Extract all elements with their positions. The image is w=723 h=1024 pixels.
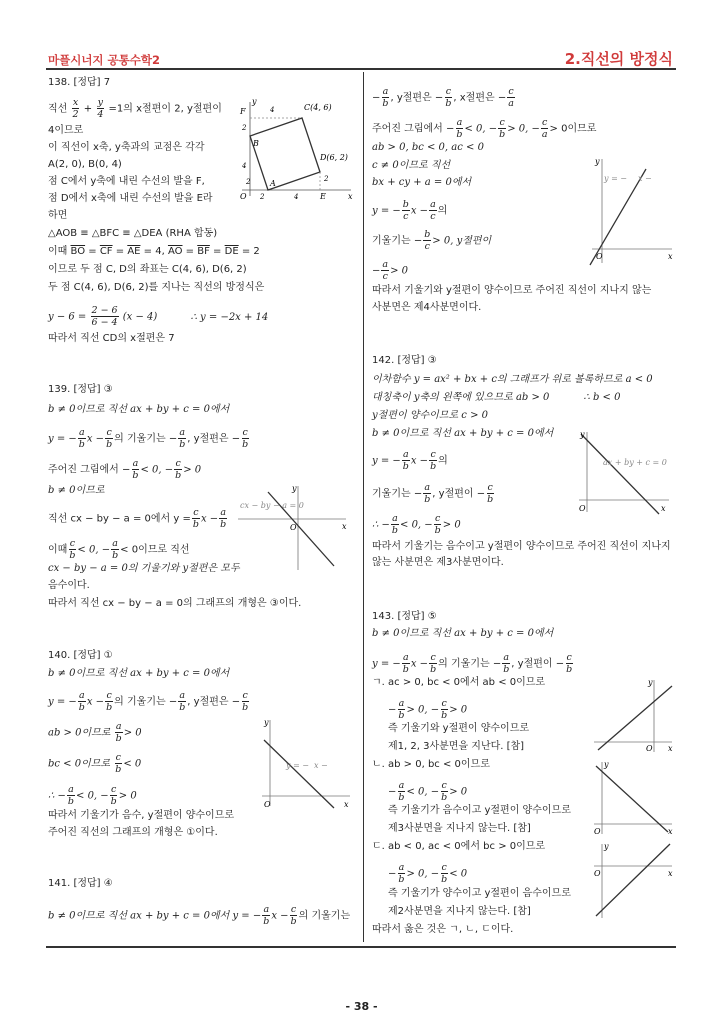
svg-text:y: y: [595, 157, 600, 166]
p138-line12: y − 6 = $\frac{2 - 6}{6 - 4}$ (x − 4) ∴ y = −2x + 14: [48, 305, 269, 328]
p140-figure: [256, 716, 354, 810]
svg-text:O: O: [594, 827, 601, 836]
p143-n3: 즉 기울기가 음수이고 y절편이 양수이므로: [388, 805, 571, 816]
svg-text:x: x: [344, 800, 349, 809]
svg-text:cx − by − a = 0: cx − by − a = 0: [240, 501, 304, 510]
svg-text:y: y: [580, 430, 585, 439]
column-divider: [363, 72, 364, 942]
svg-text:4: 4: [270, 106, 275, 114]
header-book-title: 마플시너지 공통수학2: [48, 53, 160, 67]
p143-figure-d: [592, 840, 676, 920]
p143-d1: ㄷ. ab < 0, ac < 0에서 bc > 0이므로: [372, 841, 546, 852]
p138-line3: 이 직선이 x축, y축과의 교점은 각각: [48, 142, 205, 153]
p142-line8: 따라서 기울기는 음수이고 y절편이 양수이므로 주어진 직선이 지나지: [372, 541, 671, 552]
svg-text:2: 2: [324, 175, 329, 183]
svg-text:4: 4: [242, 162, 247, 170]
page-number: - 38 -: [345, 1000, 378, 1013]
p139-line3: 주어진 그림에서 − $\frac{a}{b}$ < 0, − $\frac{c}{b}$ > 0: [48, 458, 202, 481]
r141-line9: 따라서 기울기와 y절편이 양수이므로 주어진 직선이 지나지 않는: [372, 285, 652, 296]
p138-figure: [236, 96, 356, 206]
p139-line2: y = − $\frac{a}{b}$ x − $\frac{c}{b}$ 의 기울기는 − $\frac{a}{b}$ , y절편은 − $\frac{c}{b}$: [48, 427, 249, 450]
p141-line1: b ≠ 0이므로 직선 ax + by + c = 0에서 y = − $\frac{a}{b}$ x − $\frac{c}{b}$ 의 기울기는: [48, 904, 351, 927]
svg-text:x −: x −: [638, 174, 652, 183]
p138-line9: 이때 $\overline{BO} = \overline{CF} = \overline{AE} = 4$, $\overline{AO} = \overline{BF} = \overline{DE} = 2$: [48, 246, 260, 257]
svg-text:x: x: [668, 827, 673, 836]
svg-text:O: O: [579, 504, 586, 513]
p140-title: 140. [정답] ①: [48, 650, 113, 661]
p142-figure: [575, 428, 673, 516]
r141-line4: c ≠ 0이므로 직선: [372, 160, 451, 171]
p139-line7: cx − by − a = 0의 기울기와 y절편은 모두: [48, 563, 240, 574]
header-chapter-title: 2.직선의 방정식: [564, 50, 673, 68]
svg-text:O: O: [240, 192, 247, 201]
p138-line6: 점 D에서 x축에 내린 수선의 발을 E라: [48, 193, 213, 204]
p143-n4: 제3사분면을 지나지 않는다. [참]: [388, 823, 531, 834]
p140-line1: b ≠ 0이므로 직선 ax + by + c = 0에서: [48, 668, 230, 679]
p138-line10: 이므로 두 점 C, D의 좌표는 C(4, 6), D(6, 2): [48, 264, 247, 275]
p143-d2: − $\frac{a}{b}$ > 0, − $\frac{c}{b}$ < 0: [388, 862, 468, 885]
p142-line1: 이차함수 y = ax² + bx + c의 그래프가 위로 볼록하므로 a < 0: [372, 374, 653, 385]
svg-text:2: 2: [246, 178, 251, 186]
r141-line10: 사분면은 제4사분면이다.: [372, 302, 482, 313]
svg-text:O: O: [290, 523, 297, 532]
svg-text:x: x: [348, 192, 353, 201]
p143-figure-g: [592, 676, 676, 754]
p142-line9: 않는 사분면은 제3사분면이다.: [372, 557, 504, 568]
p143-d4: 제2사분면을 지나지 않는다. [참]: [388, 906, 531, 917]
svg-text:y: y: [648, 678, 653, 687]
p141-title: 141. [정답] ④: [48, 878, 113, 889]
p139-figure: [238, 482, 350, 572]
svg-text:y = −: y = −: [604, 174, 628, 183]
p142-title: 142. [정답] ③: [372, 355, 437, 366]
p143-figure-n: [592, 758, 676, 836]
p139-title: 139. [정답] ③: [48, 384, 113, 395]
p143-g1: ㄱ. ac > 0, bc < 0에서 ab < 0이므로: [372, 677, 546, 688]
p143-line1: b ≠ 0이므로 직선 ax + by + c = 0에서: [372, 628, 554, 639]
p138-line2: 4이므로: [48, 125, 84, 136]
p138-fig-c: C(4, 6): [304, 103, 332, 112]
svg-text:y = −: y = −: [286, 761, 310, 770]
svg-text:x: x: [342, 522, 347, 531]
p143-g2: − $\frac{a}{b}$ > 0, − $\frac{c}{b}$ > 0: [388, 698, 468, 721]
r141-line6: y = − $\frac{b}{c}$ x − $\frac{a}{c}$ 의: [372, 199, 448, 222]
svg-text:E: E: [320, 192, 326, 201]
p138-line8: △AOB ≡ △BFC ≡ △DEA (RHA 합동): [48, 228, 218, 239]
svg-text:ax + by + c = 0: ax + by + c = 0: [603, 458, 667, 467]
svg-text:B: B: [253, 139, 259, 148]
p139-line5: 직선 cx − by − a = 0에서 y = $\frac{c}{b}$ x − $\frac{a}{b}$: [48, 507, 227, 530]
p142-line3: y절편이 양수이므로 c > 0: [372, 410, 488, 421]
svg-text:y: y: [252, 97, 257, 106]
p143-line2: y = − $\frac{a}{b}$ x − $\frac{c}{b}$ 의 기울기는 − $\frac{a}{b}$ , y절편이 − $\frac{c}{b}$: [372, 652, 573, 675]
header-rule: [46, 68, 676, 70]
svg-text:F: F: [240, 107, 246, 116]
p142-line7: ∴ − $\frac{a}{b}$ < 0, − $\frac{c}{b}$ > 0: [372, 513, 461, 536]
p142-line5: y = − $\frac{a}{b}$ x − $\frac{c}{b}$ 의: [372, 449, 448, 472]
p140-line2: y = − $\frac{a}{b}$ x − $\frac{c}{b}$ 의 기울기는 − $\frac{a}{b}$ , y절편은 − $\frac{c}{b}$: [48, 690, 249, 713]
r141-line2: 주어진 그림에서 − $\frac{a}{b}$ < 0, − $\frac{c}{b}$ > 0, − $\frac{c}{a}$ > 0이므로: [372, 117, 597, 140]
p140-line4: bc < 0이므로 $\frac{c}{b}$ < 0: [48, 752, 142, 775]
p143-conclusion: 따라서 옳은 것은 ㄱ, ㄴ, ㄷ이다.: [372, 924, 514, 935]
p143-g3: 즉 기울기와 y절편이 양수이므로: [388, 723, 530, 734]
p139-line8: 음수이다.: [48, 580, 90, 591]
p138-line11: 두 점 C(4, 6), D(6, 2)를 지나는 직선의 방정식은: [48, 282, 265, 293]
svg-text:2: 2: [260, 193, 265, 201]
p138-line13: 따라서 직선 CD의 x절편은 7: [48, 333, 175, 344]
p142-line6: 기울기는 − $\frac{a}{b}$ , y절편이 − $\frac{c}{b}$: [372, 482, 494, 505]
svg-text:O: O: [596, 252, 603, 261]
svg-text:x: x: [661, 504, 666, 513]
p140-line5: ∴ − $\frac{a}{b}$ < 0, − $\frac{c}{b}$ > 0: [48, 784, 137, 807]
svg-text:x: x: [668, 744, 673, 753]
svg-text:y: y: [604, 760, 609, 769]
svg-text:y: y: [292, 484, 297, 493]
svg-text:y: y: [264, 718, 269, 727]
p138-line4: A(2, 0), B(0, 4): [48, 159, 122, 170]
p143-g4: 제1, 2, 3사분면을 지난다. [참]: [388, 741, 525, 752]
p138-line1: 직선 $\frac{x}{2}$ + $\frac{y}{4}$ =1의 x절편이 2, y절편이: [48, 97, 222, 120]
svg-text:y: y: [604, 842, 609, 851]
p140-line7: 주어진 직선의 그래프의 개형은 ①이다.: [48, 827, 218, 838]
svg-text:x −: x −: [314, 761, 328, 770]
r141-line7: 기울기는 − $\frac{b}{c}$ > 0, y절편이: [372, 229, 492, 252]
p139-line9: 따라서 직선 cx − by − a = 0의 그래프의 개형은 ③이다.: [48, 598, 302, 609]
p139-line4: b ≠ 0이므로: [48, 485, 105, 496]
r141-line8: − $\frac{a}{c}$ > 0: [372, 259, 408, 282]
p143-d3: 즉 기울기가 양수이고 y절편이 음수이므로: [388, 888, 571, 899]
p138-line5: 점 C에서 y축에 내린 수선의 발을 F,: [48, 176, 205, 187]
p138-fig-d: D(6, 2): [320, 153, 348, 162]
r141-line5: bx + cy + a = 0에서: [372, 177, 472, 188]
p139-line6: 이때 $\frac{c}{b}$ < 0, − $\frac{a}{b}$ < 0이므로 직선: [48, 538, 190, 561]
svg-text:4: 4: [294, 193, 299, 201]
svg-text:A: A: [270, 179, 276, 188]
svg-text:x: x: [668, 869, 673, 878]
p142-line4: b ≠ 0이므로 직선 ax + by + c = 0에서: [372, 428, 554, 439]
p143-n2: − $\frac{a}{b}$ < 0, − $\frac{c}{b}$ > 0: [388, 780, 468, 803]
svg-text:2: 2: [242, 124, 247, 132]
p143-title: 143. [정답] ⑤: [372, 611, 437, 622]
r141-line3: ab > 0, bc < 0, ac < 0: [372, 142, 484, 153]
p143-n1: ㄴ. ab > 0, bc < 0이므로: [372, 759, 490, 770]
svg-text:O: O: [264, 800, 271, 809]
footer-rule: [46, 946, 676, 948]
p138-title: 138. [정답] 7: [48, 77, 111, 88]
r141-line1: − $\frac{a}{b}$ , y절편은 − $\frac{c}{b}$ , x절편은 − $\frac{c}{a}$: [372, 86, 514, 109]
svg-text:x: x: [668, 252, 673, 261]
p138-line7: 하면: [48, 210, 68, 221]
p140-line6: 따라서 기울기가 음수, y절편이 양수이므로: [48, 810, 235, 821]
p140-line3: ab > 0이므로 $\frac{a}{b}$ > 0: [48, 721, 142, 744]
p142-line2: 대칭축이 y축의 왼쪽에 있으므로 ab > 0 ∴ b < 0: [372, 392, 621, 403]
svg-text:O: O: [646, 744, 653, 753]
svg-text:O: O: [594, 869, 601, 878]
r141-figure: [588, 155, 676, 267]
p139-line1: b ≠ 0이므로 직선 ax + by + c = 0에서: [48, 404, 230, 415]
